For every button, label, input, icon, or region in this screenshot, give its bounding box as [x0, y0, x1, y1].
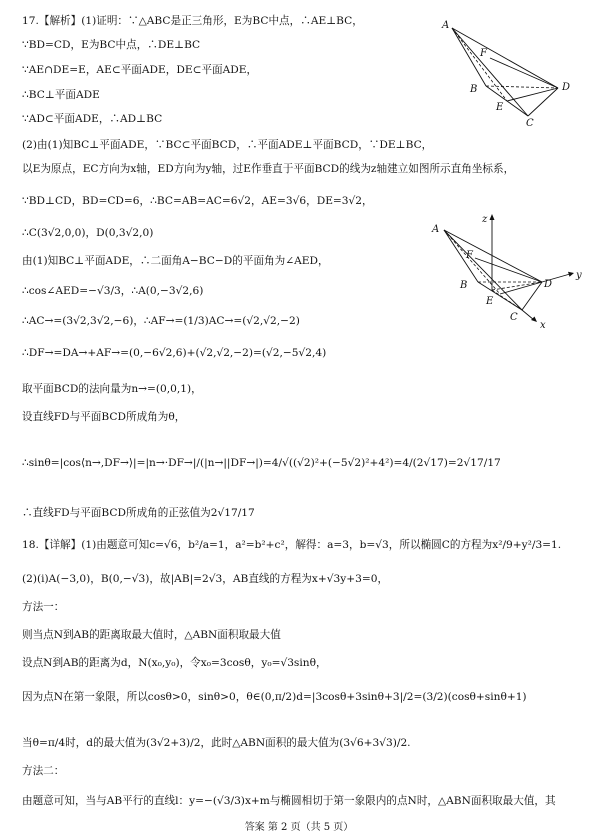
fig1-label-f: F — [480, 48, 487, 59]
fig1-label-e: E — [496, 102, 504, 113]
text-line-7: 以E为原点，EC方向为x轴，ED方向为y轴，过E作垂直于平面BCD的线为z轴建立如图所示直角坐标系， — [22, 163, 515, 175]
fig1-label-b: B — [470, 84, 478, 95]
text-line-20: 方法一： — [22, 601, 65, 613]
text-line-14: 取平面BCD的法向量为n→=(0,0,1)， — [22, 383, 202, 395]
fig2-axis-y: y — [576, 270, 582, 281]
text-line-22: 设点N到AB的距离为d，N(x₀,y₀)，令x₀=3cosθ，y₀=√3sinθ， — [22, 657, 327, 669]
fig2-label-d: D — [544, 279, 553, 290]
text-line-1: 17.【解析】(1)证明：∵△ABC是正三角形，E为BC中点，∴AE⊥BC， — [22, 15, 363, 27]
text-line-26: 由题意可知，当与AB平行的直线l：y=−(√3/3)x+m与椭圆相切于第一象限内的点N时，△ABN面积取最大值，其 — [22, 795, 556, 807]
fig2-label-e: E — [486, 296, 494, 307]
text-line-4: ∴BC⊥平面ADE — [22, 89, 100, 101]
text-line-24: 当θ=π/4时，d的最大值为(3√2+3)/2，此时△ABN面积的最大值为(3√6+3√3)/2. — [22, 737, 411, 749]
page-footer: 答案 第 2 页（共 5 页） — [244, 822, 354, 833]
text-line-18: 18.【详解】(1)由题意可知c=√6，b²/a=1，a²=b²+c²，解得：a=3，b=√3，所以椭圆C的方程为x²/9+y²/3=1. — [22, 539, 562, 551]
text-line-5: ∵AD⊂平面ADE，∴AD⊥BC — [22, 113, 163, 125]
text-line-9: ∴C(3√2,0,0)，D(0,3√2,0) — [22, 227, 154, 239]
text-line-21: 则当点N到AB的距离取最大值时，△ABN面积取最大值 — [22, 629, 281, 641]
fig2-axis-x: x — [540, 320, 546, 331]
text-line-2: ∵BD=CD，E为BC中点，∴DE⊥BC — [22, 39, 201, 51]
fig2-label-b: B — [460, 280, 468, 291]
text-line-15: 设直线FD与平面BCD所成角为θ， — [22, 411, 186, 423]
fig2-axis-z: z — [482, 214, 488, 225]
text-line-17: ∴直线FD与平面BCD所成角的正弦值为2√17/17 — [22, 507, 255, 519]
tetrahedron-figure-2 — [430, 212, 590, 332]
text-line-10: 由(1)知BC⊥平面ADE，∴二面角A−BC−D的平面角为∠AED， — [22, 255, 329, 267]
text-line-13: ∴DF→=DA→+AF→=(0,−6√2,6)+(√2,√2,−2)=(√2,−5√2,4) — [22, 347, 327, 359]
fig1-label-d: D — [562, 82, 571, 93]
fig2-label-c: C — [510, 312, 518, 323]
text-line-23: 因为点N在第一象限，所以cosθ>0，sinθ>0，θ∈(0,π/2)d=|3cosθ+3sinθ+3|/2=(3/2)(cosθ+sinθ+1) — [22, 691, 527, 703]
fig1-label-c: C — [526, 118, 534, 129]
text-line-6: (2)由(1)知BC⊥平面ADE，∵BC⊂平面BCD，∴平面ADE⊥平面BCD，∵DE⊥BC， — [22, 139, 433, 151]
text-line-8: ∵BD⊥CD，BD=CD=6，∴BC=AB=AC=6√2，AE=3√6，DE=3√2， — [22, 195, 373, 207]
text-line-19: (2)(i)A(−3,0)，B(0,−√3)，故|AB|=2√3，AB直线的方程为x+√3y+3=0， — [22, 573, 389, 585]
text-line-16: ∴sinθ=|cos⟨n→,DF→⟩|=|n→·DF→|/(|n→||DF→|)=4/√((√2)²+(−5√2)²+4²)=4/(2√17)=2√17/17 — [22, 457, 501, 469]
fig1-label-a: A — [442, 20, 450, 31]
text-line-25: 方法二： — [22, 765, 65, 777]
fig2-label-a: A — [432, 224, 440, 235]
text-line-11: ∴cos∠AED=−√3/3，∴A(0,−3√2,6) — [22, 285, 204, 297]
fig2-label-f: F — [466, 250, 473, 261]
tetrahedron-figure-1 — [430, 14, 580, 129]
text-line-3: ∵AE∩DE=E，AE⊂平面ADE，DE⊂平面ADE， — [22, 64, 258, 76]
text-line-12: ∴AC→=(3√2,3√2,−6)，∴AF→=(1/3)AC→=(√2,√2,−2) — [22, 315, 300, 327]
